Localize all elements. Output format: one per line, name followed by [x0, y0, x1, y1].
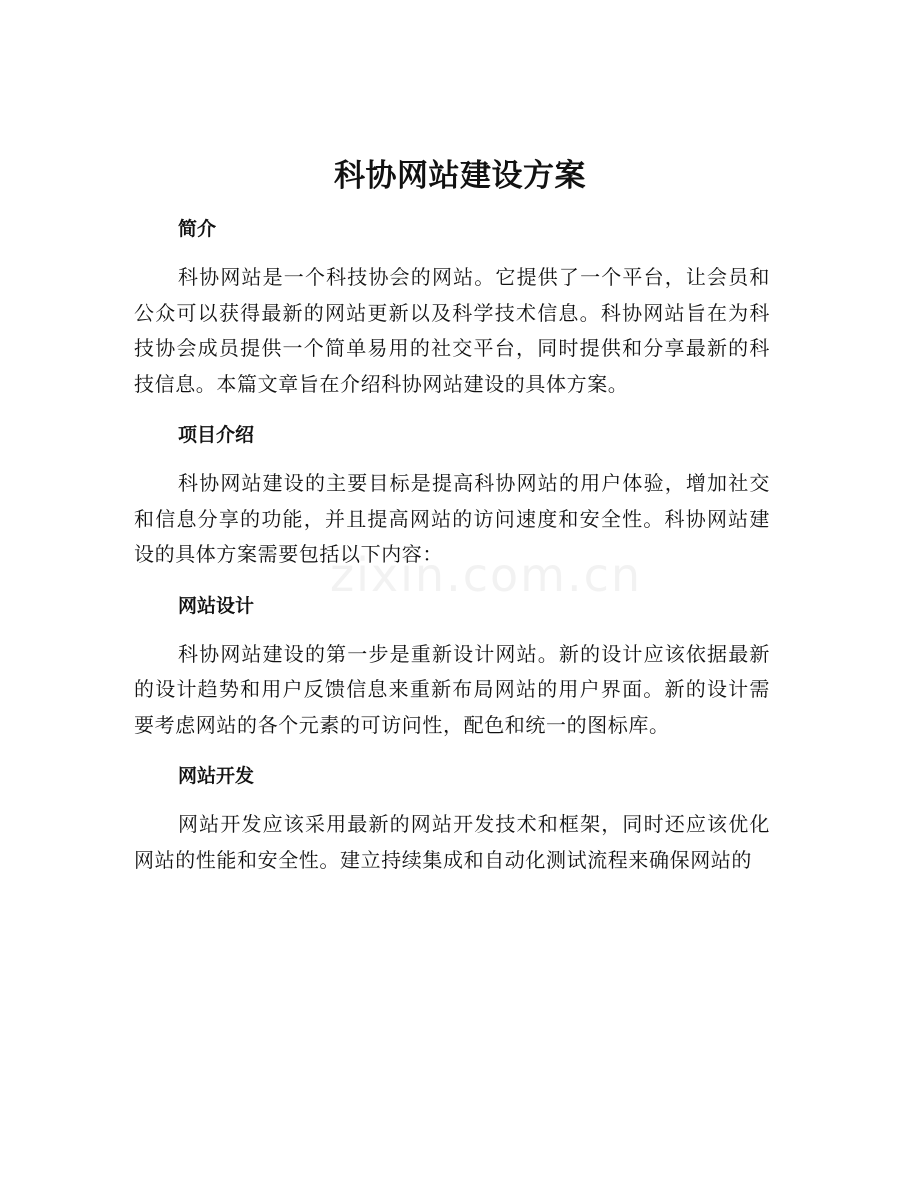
watermark: zixin.com.cn	[330, 548, 643, 602]
section-paragraph: 科协网站是一个科技协会的网站。它提供了一个平台，让会员和公众可以获得最新的网站更新以及科学技术信息。科协网站旨在为科技协会成员提供一个简单易用的社交平台，同时提供和分享最新的科技信息。本篇文章旨在介绍科协网站建设的具体方案。	[134, 265, 770, 396]
section-heading: 项目介绍	[178, 424, 255, 446]
section-project-intro	[134, 412, 770, 573]
section-website-development	[134, 753, 770, 878]
document-body	[134, 206, 770, 878]
document-title: 科协网站建设方案	[334, 158, 586, 194]
section-website-design	[134, 583, 770, 744]
section-paragraph: 科协网站建设的第一步是重新设计网站。新的设计应该依据最新的设计趋势和用户反馈信息来重新布局网站的用户界面。新的设计需要考虑网站的各个元素的可访问性，配色和统一的图标库。	[134, 641, 770, 737]
section-paragraph: 科协网站建设的主要目标是提高科协网站的用户体验，增加社交和信息分享的功能，并且提高网站的访问速度和安全性。科协网站建设的具体方案需要包括以下内容：	[134, 471, 770, 566]
section-heading: 简介	[178, 218, 217, 240]
section-intro	[134, 206, 770, 402]
section-heading: 网站设计	[178, 594, 255, 617]
section-heading: 网站开发	[178, 765, 255, 787]
section-paragraph: 网站开发应该采用最新的网站开发技术和框架，同时还应该优化网站的性能和安全性。建立持续集成和自动化测试流程来确保网站的	[134, 812, 770, 872]
